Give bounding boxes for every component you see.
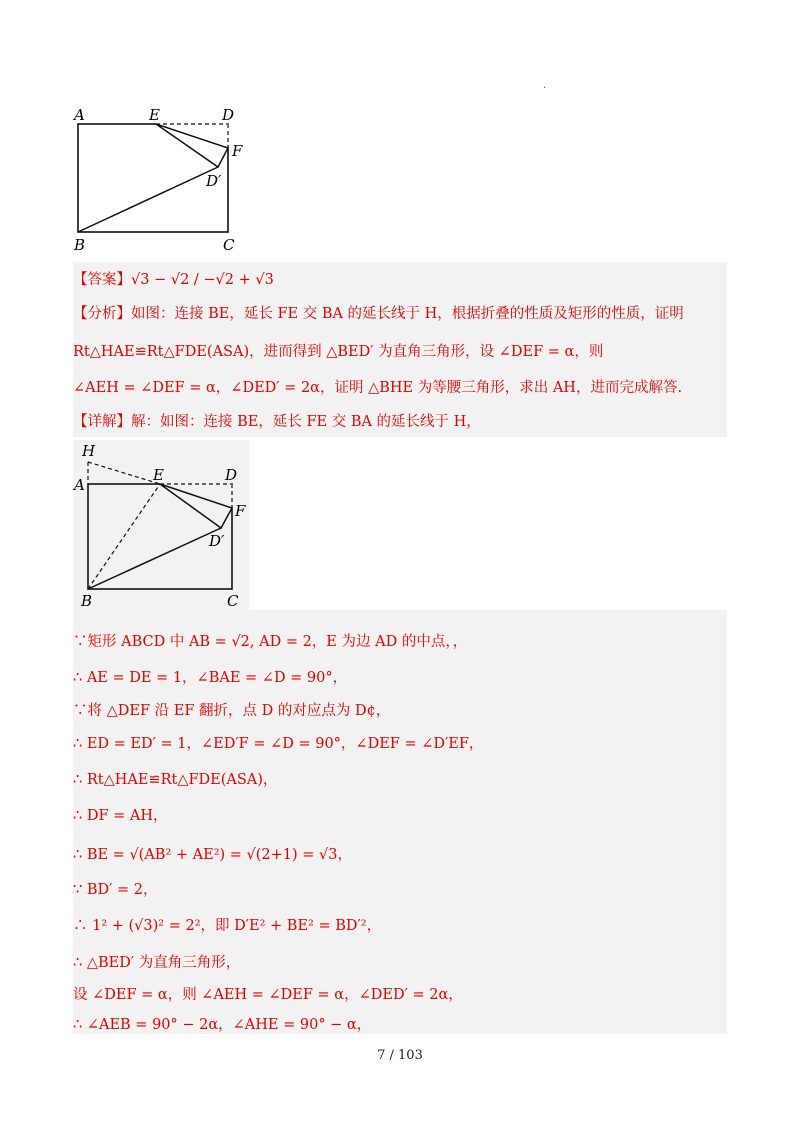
detail-line-9: ∴ 1² + (√3)² = 2²，即 D′E² + BE² = BD′²， bbox=[73, 918, 382, 934]
analysis-line-1: 【分析】如图：连接 BE，延长 FE 交 BA 的延长线于 H，根据折叠的性质及矩形的性质，证明 bbox=[73, 306, 684, 322]
fig1-label-Dp: D′ bbox=[206, 172, 222, 190]
detail-line-intro: 【详解】解：如图：连接 BE，延长 FE 交 BA 的延长线于 H， bbox=[73, 414, 481, 430]
detail-line-7: ∴ BE = √(AB² + AE²) = √(2+1) = √3， bbox=[73, 847, 353, 863]
detail-line-12: ∴ ∠AEB = 90° − 2α，∠AHE = 90° − α， bbox=[73, 1017, 372, 1033]
fig1-label-B: B bbox=[74, 236, 86, 254]
fig1-label-F: F bbox=[232, 142, 243, 160]
fig2-label-D: D bbox=[225, 466, 238, 484]
fig1-label-C: C bbox=[223, 236, 235, 254]
fig2-label-B: B bbox=[81, 592, 93, 610]
detail-line-6: ∴ DF = AH， bbox=[73, 808, 168, 824]
figure-2 bbox=[73, 440, 249, 610]
detail-line-2: ∴ AE = DE = 1，∠BAE = ∠D = 90°， bbox=[73, 670, 348, 686]
detail-line-3: ∵将 △DEF 沿 EF 翻折，点 D 的对应点为 D¢， bbox=[73, 703, 391, 719]
fig1-label-D: D bbox=[222, 106, 235, 124]
figure-1 bbox=[70, 100, 260, 258]
detail-line-1: ∵矩形 ABCD 中 AB = √2, AD = 2，E 为边 AD 的中点，， bbox=[73, 634, 468, 650]
fig2-label-Dp: D′ bbox=[209, 532, 225, 550]
fig1-label-E: E bbox=[149, 106, 160, 124]
stray-dot: . bbox=[543, 80, 547, 91]
answer-line: 【答案】√3 − √2 / −√2 + √3 bbox=[73, 272, 274, 288]
detail-line-8: ∵ BD′ = 2， bbox=[73, 882, 158, 898]
detail-line-4: ∴ ED = ED′ = 1，∠ED′F = ∠D = 90°，∠DEF = ∠D′EF， bbox=[73, 736, 484, 752]
analysis-line-3: ∠AEH = ∠DEF = α，∠DED′ = 2α，证明 △BHE 为等腰三角形，求出 AH，进而完成解答. bbox=[73, 380, 683, 396]
detail-line-5: ∴ Rt△HAE≌Rt△FDE(ASA)， bbox=[73, 772, 278, 788]
fig2-label-E: E bbox=[153, 466, 164, 484]
fig2-label-C: C bbox=[227, 592, 239, 610]
page-number: 7 / 103 bbox=[377, 1048, 423, 1063]
fig2-label-A: A bbox=[74, 476, 85, 494]
detail-line-10: ∴ △BED′ 为直角三角形， bbox=[73, 955, 241, 971]
fig1-label-A: A bbox=[74, 106, 85, 124]
fig2-label-H: H bbox=[82, 442, 96, 460]
detail-line-11: 设 ∠DEF = α，则 ∠AEH = ∠DEF = α，∠DED′ = 2α， bbox=[73, 987, 463, 1003]
analysis-line-2: Rt△HAE≌Rt△FDE(ASA)，进而得到 △BED′ 为直角三角形，设 ∠DEF = α，则 bbox=[73, 344, 604, 360]
fig2-label-F: F bbox=[235, 502, 246, 520]
